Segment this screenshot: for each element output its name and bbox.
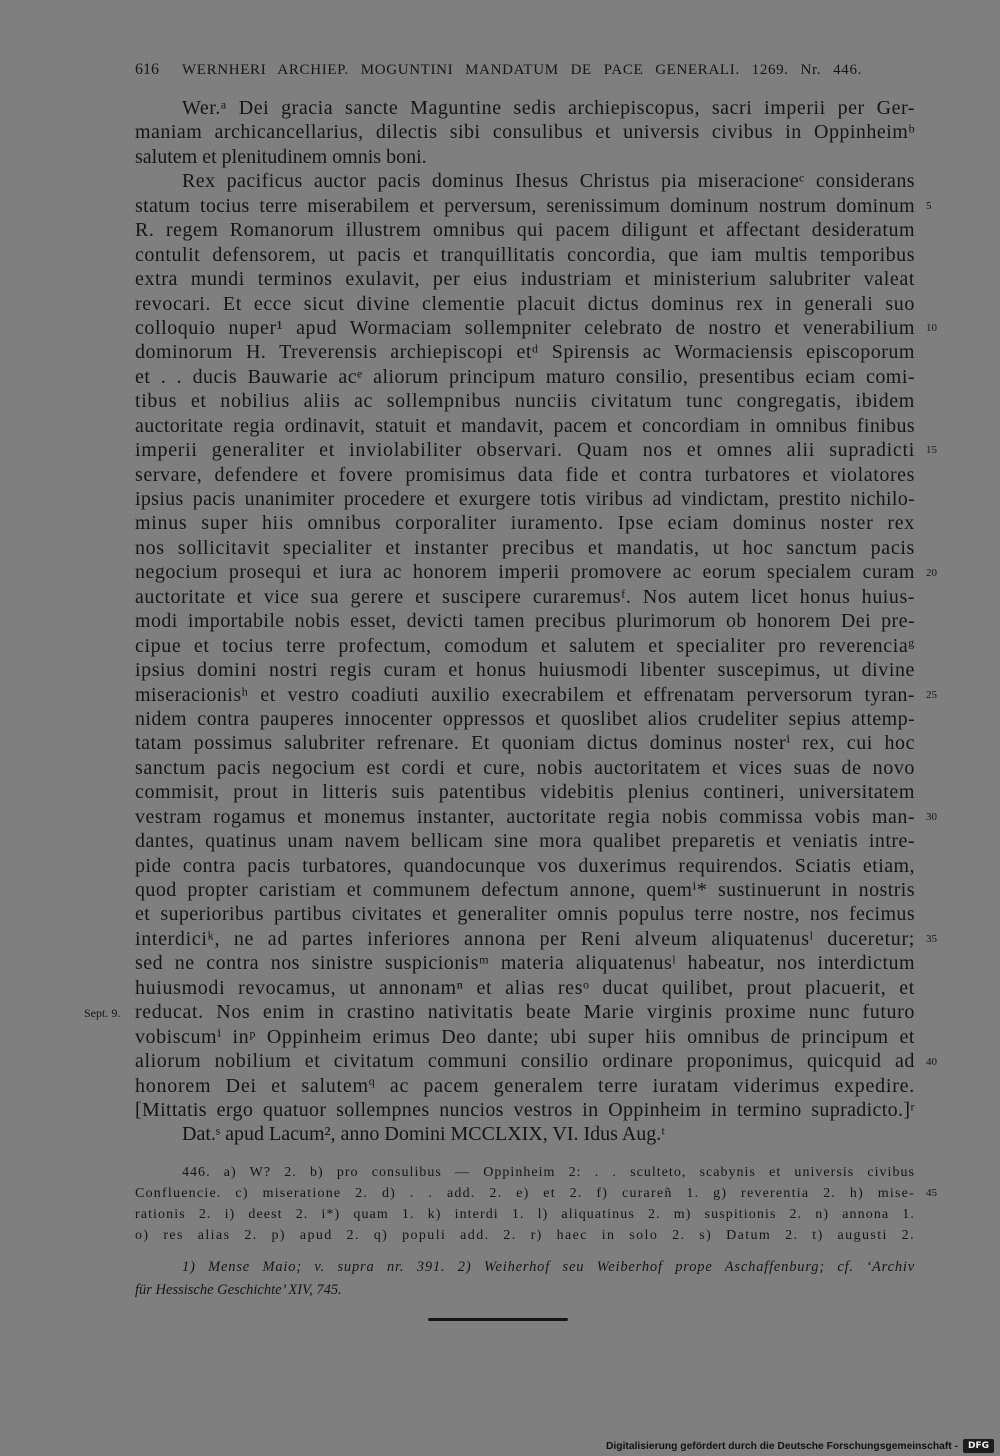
section-rule	[428, 1318, 568, 1321]
text-line: [Mittatis ergo quatuor sollempnes nuncios vestros in Oppinheim in termino supradicto.]ʳ	[135, 1098, 915, 1121]
line-number: 45	[926, 1186, 937, 1199]
text-line: dantes, quatinus unam navem bellicam sine mora qualibet preparetis et veniatis intre-	[135, 830, 915, 853]
line-number: 20	[926, 566, 937, 579]
text-line: et . . ducis Bauwarie acᵉ aliorum principum maturo consilio, presentibus eciam comi-	[135, 365, 915, 388]
apparatus-line: rationis 2. i) deest 2. i*) quam 1. k) interdi 1. l) aliquatinus 2. m) suspitionis 2. n) annona 1.	[135, 1206, 915, 1222]
text-line: reducat. Nos enim in crastino nativitatis beate Marie virginis proxime nunc futuro	[135, 1001, 915, 1024]
text-line: interdiciᵏ, ne ad partes inferiores annona per Reni alveum aliquatenusˡ duceretur;	[135, 927, 915, 950]
text-line: tatam possimus salubriter refrenare. Et quoniam dictus dominus nosterⁱ rex, cui hoc	[135, 732, 915, 755]
running-title: WERNHERI ARCHIEP. MOGUNTINI MANDATUM DE PACE GENERALI. 1269. Nr. 446.	[182, 62, 862, 78]
text-line	[135, 1074, 915, 1098]
line-number: 10	[926, 322, 937, 335]
text-line: auctoritate et vice sua gerere et suscipere curaremusᶠ. Nos autem licet honus huius-	[135, 585, 915, 608]
body-text	[0, 96, 1000, 1147]
apparatus-line: Confluencie. c) miseratione 2. d) . . add. 2. e) et 2. f) curareñ 1. g) reverentia 2. h) mise-	[135, 1185, 915, 1201]
text-line: pide contra pacis turbatores, quandocunque vos duxerimus requirendos. Sciatis etiam,	[135, 854, 915, 877]
text-line: modi importabile nobis esset, devicti tamen precibus plurimorum ob honorem Dei pre-	[135, 610, 915, 633]
text-line: minus super hiis omnibus corporaliter iuramento. Ipse eciam dominus noster rex	[135, 512, 915, 535]
line-number: 30	[926, 811, 937, 824]
margin-note: Sept. 9.	[84, 1005, 121, 1020]
text-line: contulit defensorem, ut pacis et tranquillitatis concordia, que iam multis temporibus	[135, 243, 915, 266]
text-line: sed ne contra nos sinistre suspicionisᵐ materia aliquatenusˡ habeatur, nos interdictum	[135, 952, 915, 975]
footnote-line: 1) Mense Maio; v. supra nr. 391. 2) Weiherhof seu Weiberhof prope Aschaffenburg; cf. ‘Archiv	[182, 1258, 915, 1275]
text-segment: honorem Dei et salutem	[135, 1074, 369, 1097]
text-line: imperii generaliter et inviolabiliter observari. Quam nos et omnes alii supradicti	[135, 439, 915, 462]
text-line: R. regem Romanorum illustrem omnibus qui pacem diligunt et affectant desideratum	[135, 219, 915, 242]
text-line: tibus et nobilius aliis ac sollempnibus nunciis civitatum tunc congregatis, ibidem	[135, 390, 915, 413]
text-line: servare, defendere et fovere promisimus data fide et contra turbatores et violatores	[135, 463, 915, 486]
text-segment: ac pacem generalem terre iuratam viderimus expedire.	[375, 1074, 916, 1097]
footer-credit: Digitalisierung gefördert durch die Deutsche Forschungsgemeinschaft -	[606, 1440, 958, 1452]
text-line: Rex pacificus auctor pacis dominus Ihesus Christus pia miseracioneᶜ considerans	[182, 170, 915, 193]
line-number: 5	[926, 199, 932, 212]
text-line: vestram rogamus et monemus instanter, auctoritate regia nobis commissa vobis man-	[135, 805, 915, 828]
text-line: cipue et tocius terre profectum, comodum et salutem et specialiter pro reverenciaᵍ	[135, 634, 915, 657]
line-number: 40	[926, 1055, 937, 1068]
dfg-logo: DFG	[963, 1439, 994, 1453]
line-number: 25	[926, 688, 937, 701]
footnotes	[0, 1256, 1000, 1302]
text-line: sanctum pacis negocium est cordi et cure, nobis auctoritatem et vices suas de novo	[135, 756, 915, 779]
footnote-line: für Hessische Geschichte’ XIV, 745.	[135, 1281, 342, 1298]
text-line: extra mundi terminos exulavit, per eius industriam et ministerium salubriter valeat	[135, 268, 915, 291]
line-number: 15	[926, 444, 937, 457]
text-line: quod propter caristiam et communem defectum annone, quemⁱ* sustinuerunt in nostris	[135, 879, 915, 901]
text-line: aliorum nobilium et civitatum communi consilio ordinare proponimus, quicquid ad	[135, 1050, 915, 1073]
text-line: et superioribus partibus civitates et generaliter omnis populus terre nostre, nos fecimus	[135, 903, 915, 926]
text-line: revocari. Et ecce sicut divine clementie placuit dictus dominus rex in generali suo	[135, 292, 915, 315]
text-line: statum tocius terre miserabilem et perversum, serenissimum dominum nostrum dominum	[135, 194, 915, 217]
text-line: maniam archicancellarius, dilectis sibi consulibus et universis civibus in Oppinheimᵇ	[135, 121, 915, 144]
apparatus-line: 446. a) W? 2. b) pro consulibus — Oppinheim 2: . . sculteto, scabynis et universis civibus	[182, 1164, 915, 1180]
text-line: nos sollicitavit specialiter et instanter precibus et mandatis, ut hoc sanctum pacis	[135, 536, 915, 559]
critical-apparatus	[0, 1162, 1000, 1246]
dating-clause: Dat.ˢ apud Lacum², anno Domini MCCLXIX, VI. Idus Aug.ᵗ	[182, 1123, 666, 1146]
text-line: salutem et plenitudinem omnis boni.	[135, 145, 427, 168]
text-line: ipsius domini nostri regis curam et honus huiusmodi libenter suscepimus, ut divine	[135, 659, 915, 682]
text-line: miseracionisʰ et vestro coadiuti auxilio execrabilem et effrenatam perversorum tyran-	[135, 683, 915, 706]
text-line: commisit, prout in litteris suis patentibus videbitis plenius contineri, universitatem	[135, 781, 915, 804]
text-line: Wer.ᵃ Dei gracia sancte Maguntine sedis archiepiscopus, sacri imperii per Ger-	[182, 97, 915, 119]
text-line: ipsius pacis unanimiter procedere et exurgere totis viribus ad vindictam, prestito nichilo-	[135, 488, 915, 510]
apparatus-line: o) res alias 2. p) apud 2. q) populi add. 2. r) haec in solo 2. s) Datum 2. t) augusti 2.	[135, 1227, 915, 1243]
text-line: nidem contra pauperes innocenter oppressos et quoslibet alios crudeliter sepius attemp-	[135, 707, 915, 730]
page-number: 616	[135, 61, 159, 78]
text-line: auctoritate regia ordinavit, statuit et mandavit, pacem et concordiam in omnibus finibus	[135, 414, 915, 437]
text-line: huiusmodi revocamus, ut annonamⁿ et alias resᵒ ducat quilibet, prout placuerit, et	[135, 976, 915, 999]
text-line: vobiscumⁱ inᵖ Oppinheim erimus Deo dante; ubi super hiis omnibus de principum et	[135, 1025, 915, 1048]
text-line: dominorum H. Treverensis archiepiscopi etᵈ Spirensis ac Wormaciensis episcoporum	[135, 341, 915, 364]
text-line: colloquio nuper¹ apud Wormaciam sollempniter celebrato de nostro et venerabilium	[135, 316, 915, 339]
text-line: negocium prosequi et iura ac honorem imperii promovere ac eorum specialem curam	[135, 561, 915, 584]
line-number: 35	[926, 933, 937, 946]
footnote-marker: q	[368, 1073, 376, 1088]
